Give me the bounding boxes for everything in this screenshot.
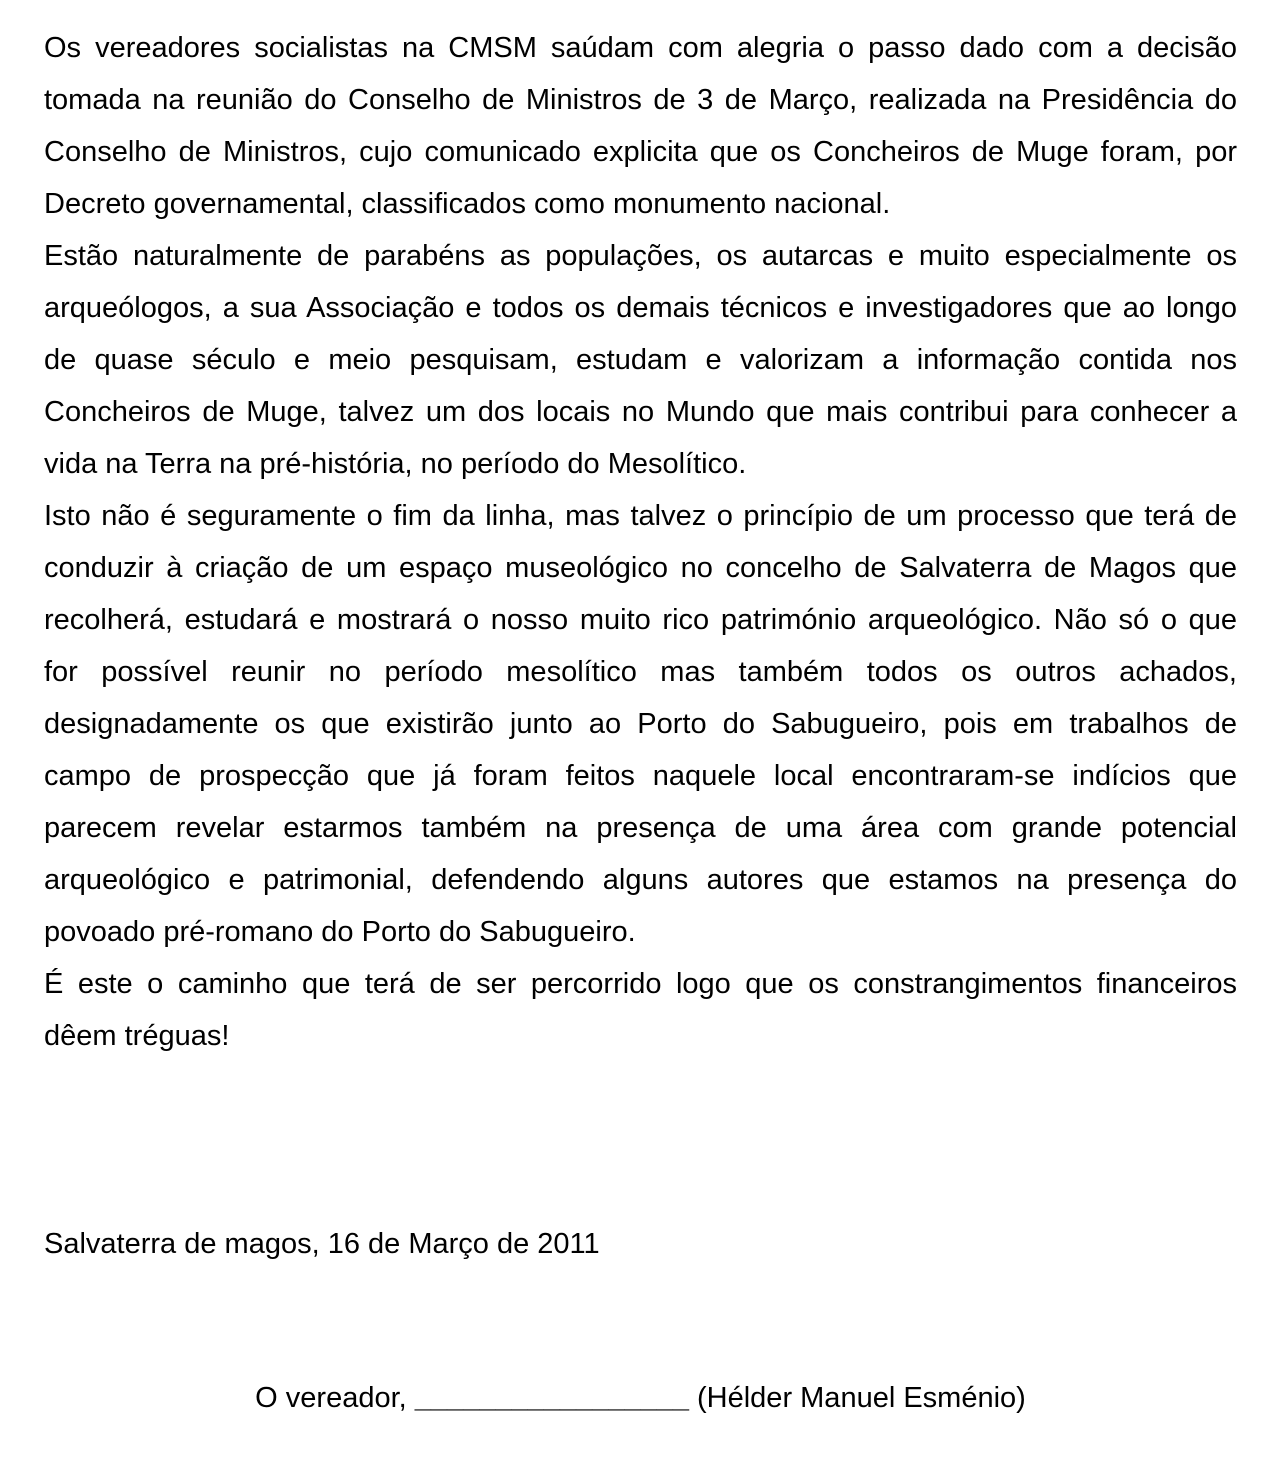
text-line: Os vereadores socialistas na CMSM saúdam com alegria o passo dado com a decisão bbox=[44, 32, 1237, 64]
signature-line bbox=[44, 1372, 1237, 1424]
text-line: arqueólogos, a sua Associação e todos os demais técnicos e investigadores que ao longo bbox=[44, 292, 1237, 324]
text-line: designadamente os que existirão junto ao Porto do Sabugueiro, pois em trabalhos de bbox=[44, 708, 1237, 740]
text-line: É este o caminho que terá de ser percorrido logo que os constrangimentos financeiros bbox=[44, 968, 1237, 1000]
text-line: tomada na reunião do Conselho de Ministros de 3 de Março, realizada na Presidência do bbox=[44, 84, 1237, 116]
text-line: recolherá, estudará e mostrará o nosso muito rico património arqueológico. Não só o que bbox=[44, 604, 1237, 636]
text-line: arqueológico e patrimonial, defendendo alguns autores que estamos na presença do bbox=[44, 864, 1237, 896]
text-line: Isto não é seguramente o fim da linha, mas talvez o princípio de um processo que terá de bbox=[44, 500, 1237, 532]
signature-blank: _________________ bbox=[414, 1382, 689, 1414]
text-line: dêem tréguas! bbox=[44, 1020, 230, 1052]
text-line: Concheiros de Muge, talvez um dos locais no Mundo que mais contribui para conhecer a bbox=[44, 396, 1237, 428]
text-line: vida na Terra na pré-história, no período do Mesolítico. bbox=[44, 448, 747, 480]
paragraph bbox=[44, 490, 1237, 958]
text-line: for possível reunir no período mesolítico mas também todos os outros achados, bbox=[44, 656, 1237, 688]
text-line: Decreto governamental, classificados como monumento nacional. bbox=[44, 188, 891, 220]
text-line: parecem revelar estarmos também na presença de uma área com grande potencial bbox=[44, 812, 1237, 844]
text-line: povoado pré-romano do Porto do Sabugueiro. bbox=[44, 916, 636, 948]
text-line: conduzir à criação de um espaço museológico no concelho de Salvaterra de Magos que bbox=[44, 552, 1237, 584]
signature-name: (Hélder Manuel Esménio) bbox=[688, 1382, 1026, 1414]
paragraph bbox=[44, 22, 1237, 230]
text-line: Estão naturalmente de parabéns as populações, os autarcas e muito especialmente os bbox=[44, 240, 1237, 272]
date-line: Salvaterra de magos, 16 de Março de 2011 bbox=[44, 1228, 600, 1260]
paragraph bbox=[44, 230, 1237, 490]
document-body bbox=[44, 22, 1237, 1062]
text-line: Conselho de Ministros, cujo comunicado explicita que os Concheiros de Muge foram, por bbox=[44, 136, 1237, 168]
signature-prefix: O vereador, bbox=[255, 1382, 415, 1414]
text-line: de quase século e meio pesquisam, estudam e valorizam a informação contida nos bbox=[44, 344, 1237, 376]
text-line: campo de prospecção que já foram feitos naquele local encontraram-se indícios que bbox=[44, 760, 1237, 792]
paragraph bbox=[44, 958, 1237, 1062]
